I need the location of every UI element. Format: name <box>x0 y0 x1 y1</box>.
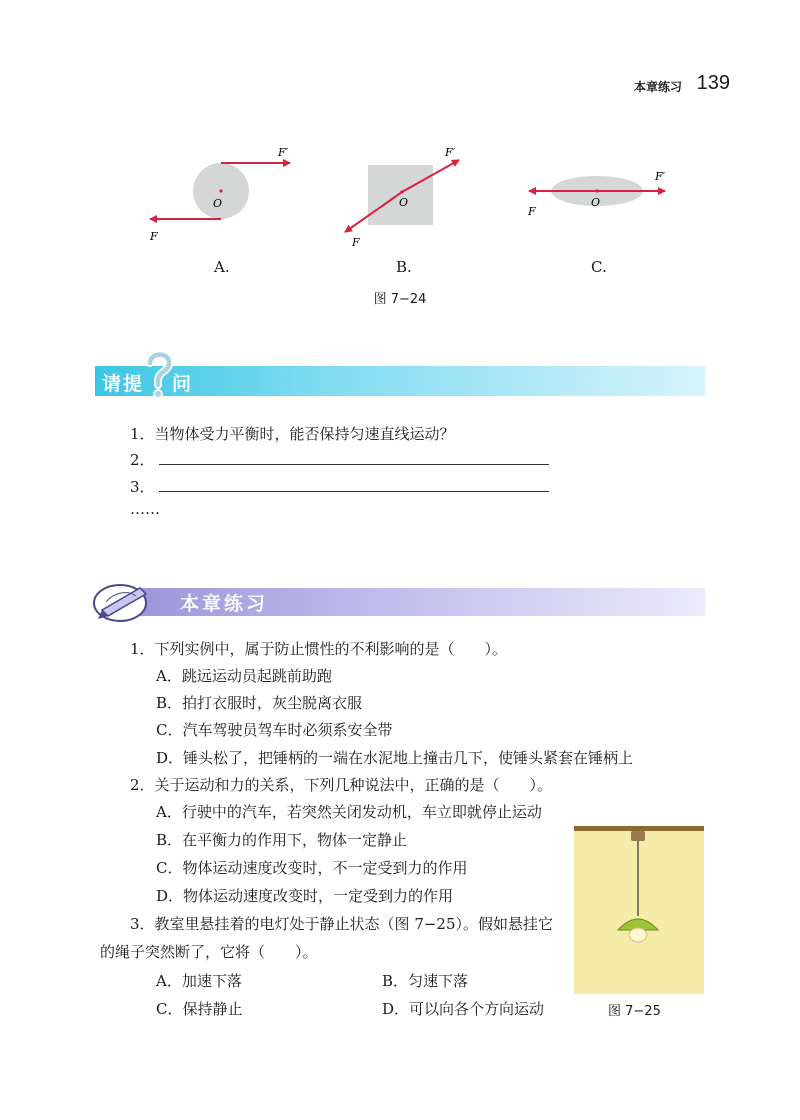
center-dot <box>219 189 222 192</box>
label-f-b: F <box>352 236 360 249</box>
ceiling-beam <box>574 826 704 831</box>
exercise-2-option-a: A．行驶中的汽车，若突然关闭发动机，车立即就停止运动 <box>156 803 542 821</box>
exercise-title: 本章练习 <box>180 593 269 615</box>
ask-question-1: 1．当物体受力平衡时，能否保持匀速直线运动？ <box>130 425 455 443</box>
exercise-2-option-b: B．在平衡力的作用下，物体一定静止 <box>156 831 408 849</box>
exercise-3-option-b: B．匀速下落 <box>382 972 469 990</box>
label-f-prime-a: F′ <box>278 146 289 159</box>
exercise-3-option-c: C．保持静止 <box>156 1000 243 1018</box>
panel-label-c: C. <box>591 258 607 276</box>
ask-ellipsis: …… <box>130 500 160 518</box>
ask-question-3-row <box>130 476 549 497</box>
page-number: 139 <box>696 72 730 94</box>
figure-7-25-lamp-illustration <box>574 826 704 994</box>
exercise-3-option-d: D．可以向各个方向运动 <box>382 1000 545 1018</box>
label-o-c: O <box>591 196 601 209</box>
ask-question-3-number: 3． <box>130 478 155 496</box>
label-f-c: F <box>528 205 536 218</box>
exercise-2-stem: 2．关于运动和力的关系，下列几种说法中，正确的是（ ）。 <box>130 776 553 794</box>
exercise-3-stem-line1: 3．教室里悬挂着的电灯处于静止状态（图 7−25）。假如悬挂它 <box>130 915 554 933</box>
exercise-3-stem-line2: 的绳子突然断了，它将（ ）。 <box>100 943 318 961</box>
label-o-b: O <box>399 196 409 209</box>
exercise-3-option-a: A．加速下落 <box>156 972 242 990</box>
wall-background <box>574 826 704 994</box>
ask-question-2-row <box>130 449 549 470</box>
label-f-prime-b: F′ <box>445 146 456 159</box>
figure-7-25-caption: 图 7−25 <box>608 1004 661 1019</box>
ask-title-left: 请提 <box>102 373 145 395</box>
label-o-a: O <box>213 197 223 210</box>
figure-7-24-caption: 图 7−24 <box>373 292 427 307</box>
exercise-1-option-b: B．拍打衣服时，灰尘脱离衣服 <box>156 694 363 712</box>
ask-question-2-number: 2． <box>130 451 155 469</box>
exercise-2-option-c: C．物体运动速度改变时，不一定受到力的作用 <box>156 859 468 877</box>
header-section-title: 本章练习 <box>633 80 682 94</box>
question-mark-icon <box>142 347 176 401</box>
ceiling-mount <box>631 831 645 841</box>
panel-a-diagram <box>149 146 290 243</box>
label-f-prime-c: F′ <box>655 170 666 183</box>
panel-b-diagram <box>345 146 459 249</box>
panel-c-diagram <box>527 170 666 218</box>
exercise-1-option-a: A．跳远运动员起跳前助跑 <box>156 667 332 685</box>
pencil-icon <box>92 578 156 626</box>
exercise-1-option-c: C．汽车驾驶员驾车时必须系安全带 <box>156 721 393 739</box>
answer-blank-3[interactable] <box>159 477 549 492</box>
panel-label-b: B. <box>396 258 412 276</box>
panel-label-a: A. <box>214 258 230 276</box>
ask-title-right: 问 <box>172 373 194 395</box>
square-body <box>368 165 433 225</box>
answer-blank-2[interactable] <box>159 450 549 465</box>
exercise-1-stem: 1．下列实例中，属于防止惯性的不利影响的是（ ）。 <box>130 640 508 658</box>
label-f-a: F <box>150 230 158 243</box>
exercise-1-option-d: D．锤头松了，把锤柄的一端在水泥地上撞击几下，使锤头紧套在锤柄上 <box>156 749 634 767</box>
light-bulb <box>629 928 647 942</box>
exercise-2-option-d: D．物体运动速度改变时，一定受到力的作用 <box>156 887 454 905</box>
